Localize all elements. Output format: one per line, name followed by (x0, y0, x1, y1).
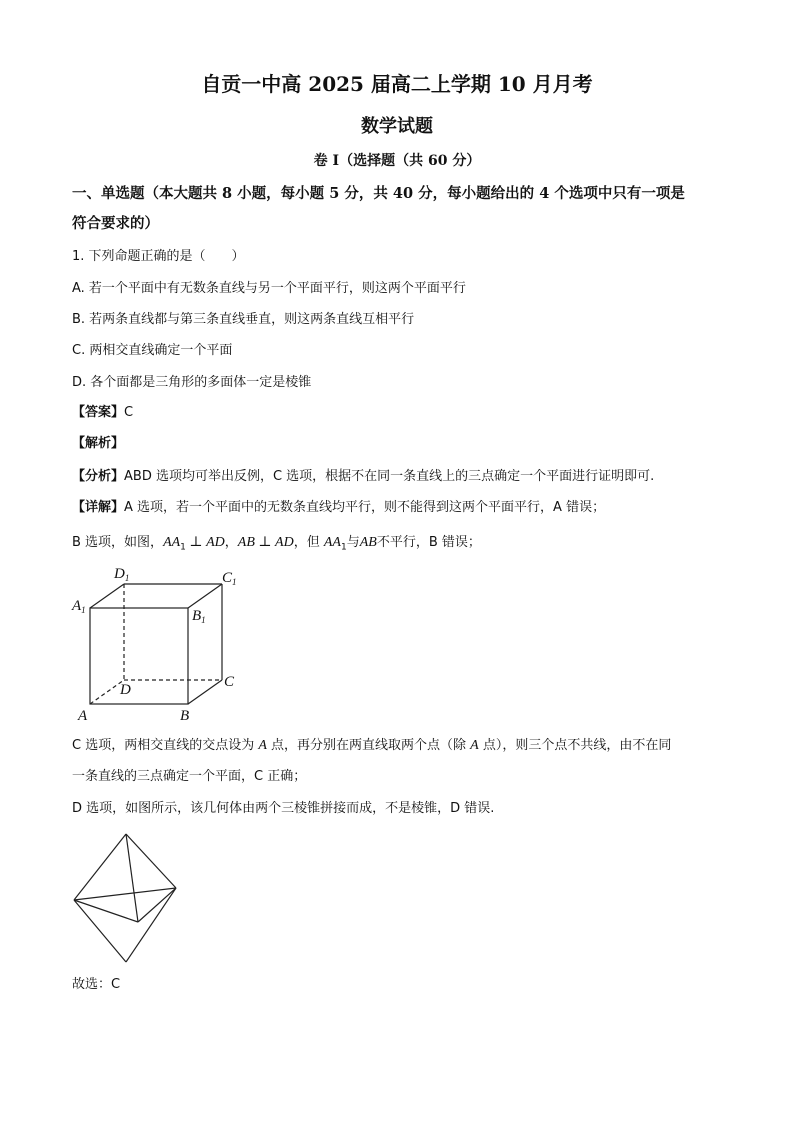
c-option-line1: C 选项，两相交直线的交点设为 A 点，再分别在两直线取两个点（除 A 点），则三个点不共线，由不在同 (72, 738, 672, 753)
label-c1: $C_1$ (222, 570, 237, 587)
analysis-tag: 【解析】 (72, 436, 125, 451)
xiangjie-text: A 选项，若一个平面中的无数条直线均平行，则不能得到这两个平面平行，A 错误； (124, 500, 606, 515)
answer-tag: 【答案】 (72, 405, 125, 420)
label-b1: $B_1$ (192, 608, 206, 625)
cube-figure (70, 560, 250, 730)
xiangjie-tag: 【详解】 (72, 500, 125, 515)
option-d: D. 各个面都是三角形的多面体一定是棱锥 (72, 375, 312, 390)
bipyramid-figure (70, 830, 185, 965)
option-b: B. 若两条直线都与第三条直线垂直，则这两条直线互相平行 (72, 312, 415, 327)
label-c: C (224, 674, 235, 690)
exam-title: 自贡一中高 2025 届高二上学期 10 月月考 (201, 72, 593, 96)
label-a1: $A_1$ (72, 598, 86, 615)
label-a: A (78, 708, 88, 724)
answer-value: C (124, 405, 134, 420)
question-stem: 1. 下列命题正确的是（ ） (72, 249, 245, 264)
label-d1: $D_1$ (114, 566, 130, 583)
label-d: D (120, 682, 131, 698)
fenxi-tag: 【分析】 (72, 469, 125, 484)
option-c: C. 两相交直线确定一个平面 (72, 343, 233, 358)
d-option-line: D 选项，如图所示，该几何体由两个三棱锥拼接而成，不是棱锥，D 错误. (72, 801, 495, 816)
exam-subtitle: 数学试题 (361, 116, 433, 137)
part-heading-line1: 一、单选题（本大题共 8 小题，每小题 5 分，共 40 分，每小题给出的 4 个选项中只有一项是 (72, 185, 685, 202)
xiangjie-line (72, 496, 605, 515)
c-option-line2: 一条直线的三点确定一个平面，C 正确； (72, 769, 307, 784)
conclusion: 故选：C (72, 977, 121, 992)
answer-line (72, 401, 133, 420)
fenxi-line (72, 465, 654, 484)
section-title: 卷 I（选择题（共 60 分） (313, 153, 481, 169)
fenxi-text: ABD 选项均可举出反例，C 选项，根据不在同一条直线上的三点确定一个平面进行证明即可. (124, 469, 655, 484)
part-heading-line2: 符合要求的） (72, 215, 159, 232)
label-b: B (180, 708, 190, 724)
option-a: A. 若一个平面中有无数条直线与另一个平面平行，则这两个平面平行 (72, 281, 466, 296)
b-option-line: B 选项，如图，$AA_1$ ⊥ AD，AB ⊥ AD，但 $AA_1$与AB不平行，B 错误； (72, 535, 481, 553)
